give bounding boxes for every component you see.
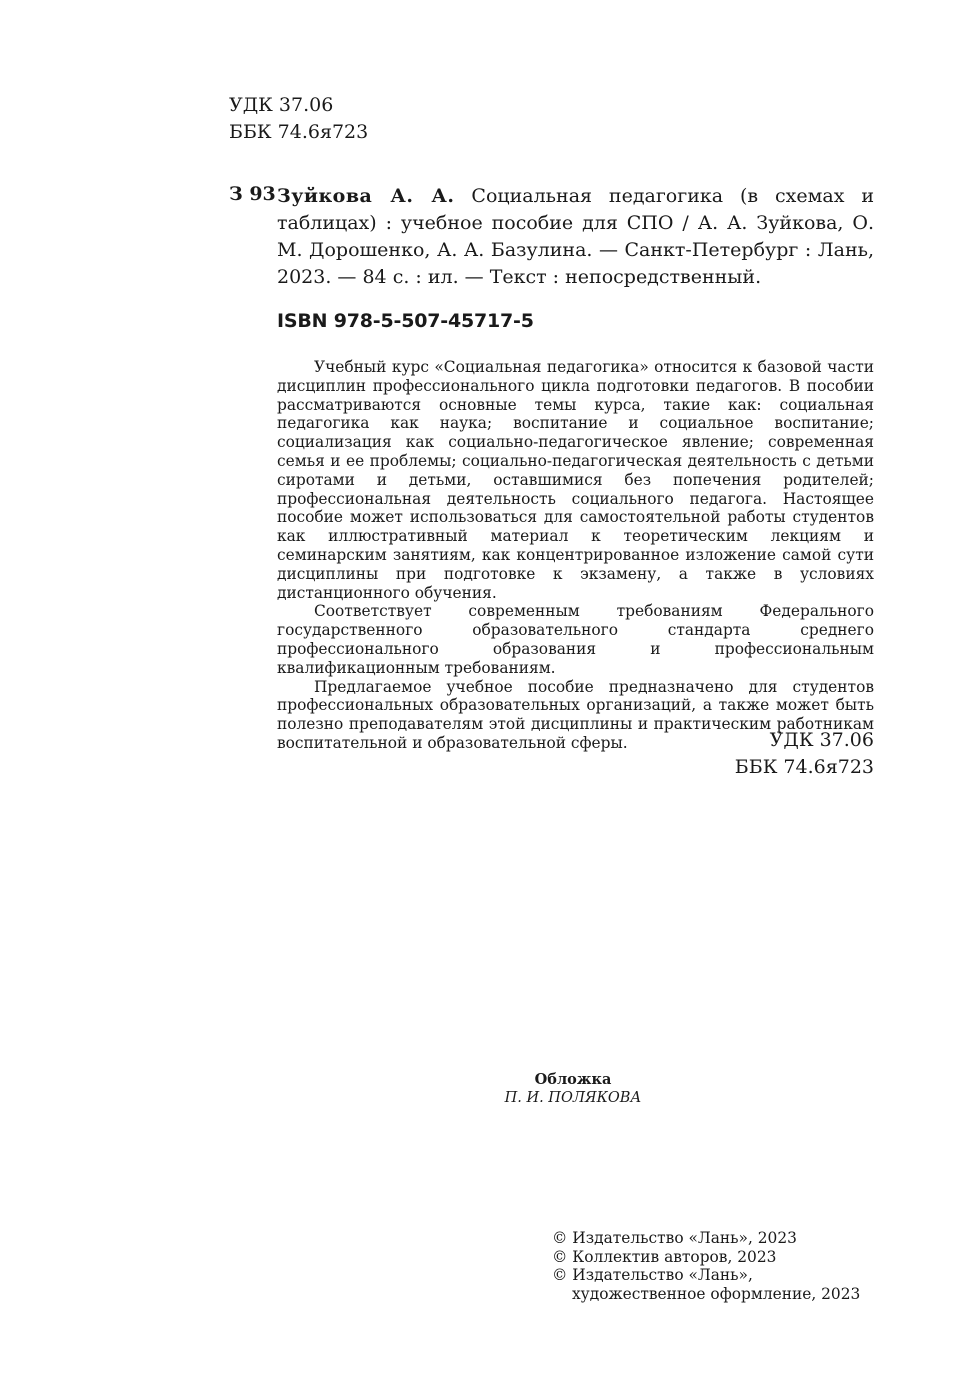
cover-credit bbox=[460, 1071, 686, 1107]
udk-code-top: УДК 37.06 bbox=[229, 94, 334, 116]
copyright-line: © Коллектив авторов, 2023 bbox=[552, 1247, 777, 1266]
author-name: Зуйкова А. А. bbox=[277, 185, 455, 207]
bibliographic-description: Социальная педагогика (в схемах и таблицах) : учебное пособие для СПО / А. А. Зуйкова, О. М. Дорошенко, А. А. Базулина. — Санкт-Петербург : Лань, 2023. — 84 с. : ил. — Текст : непосредственный. bbox=[277, 185, 874, 288]
cover-designer: П. И. ПОЛЯКОВА bbox=[504, 1090, 642, 1106]
annotation-paragraph: Соответствует современным требованиям Федерального государственного образовательного стандарта среднего профессионального образования и профессиональным квалификационным требованиям. bbox=[277, 602, 874, 677]
classification-top bbox=[229, 92, 368, 146]
classification-bottom bbox=[600, 727, 874, 781]
isbn: ISBN 978-5-507-45717-5 bbox=[277, 310, 534, 332]
udk-code-bottom: УДК 37.06 bbox=[769, 729, 874, 751]
copyright-line: художественное оформление, 2023 bbox=[572, 1284, 861, 1303]
bibliographic-record bbox=[277, 183, 874, 291]
annotation bbox=[277, 358, 874, 753]
annotation-paragraph: Предлагаемое учебное пособие предназначено для студентов профессиональных образовательных организаций, а также может быть полезно преподавателям этой дисциплины и практическим работникам воспитательной и образовательной сферы. bbox=[277, 677, 874, 752]
bbk-code-bottom: ББК 74.6я723 bbox=[734, 756, 874, 778]
annotation-paragraph: Учебный курс «Социальная педагогика» относится к базовой части дисциплин профессионального цикла подготовки педагогов. В пособии рассматриваются основные темы курса, такие как: социальная педагогика как наука; воспитание и социальное воспитание; социализация как социально-педагогическое явление; современная семья и ее проблемы; социально-педагогическая деятельность с детьми сиротами и детьми, оставшимися без попечения родителей; профессиональная деятельность социального педагога. Настоящее пособие может использоваться для самостоятельной работы студентов как иллюстративный материал к теоретическим лекциям и семинарским занятиям, как концентрированное изложение самой сути дисциплины при подготовке к экзамену, а также в условиях дистанционного обучения. bbox=[277, 358, 874, 602]
catalog-code: З 93 bbox=[229, 183, 276, 205]
cover-label: Обложка bbox=[534, 1071, 612, 1088]
bbk-code-top: ББК 74.6я723 bbox=[229, 121, 369, 143]
copyright-block bbox=[552, 1229, 860, 1303]
copyright-line: © Издательство «Лань», 2023 bbox=[552, 1229, 797, 1247]
copyright-line: © Издательство «Лань», bbox=[552, 1266, 753, 1284]
